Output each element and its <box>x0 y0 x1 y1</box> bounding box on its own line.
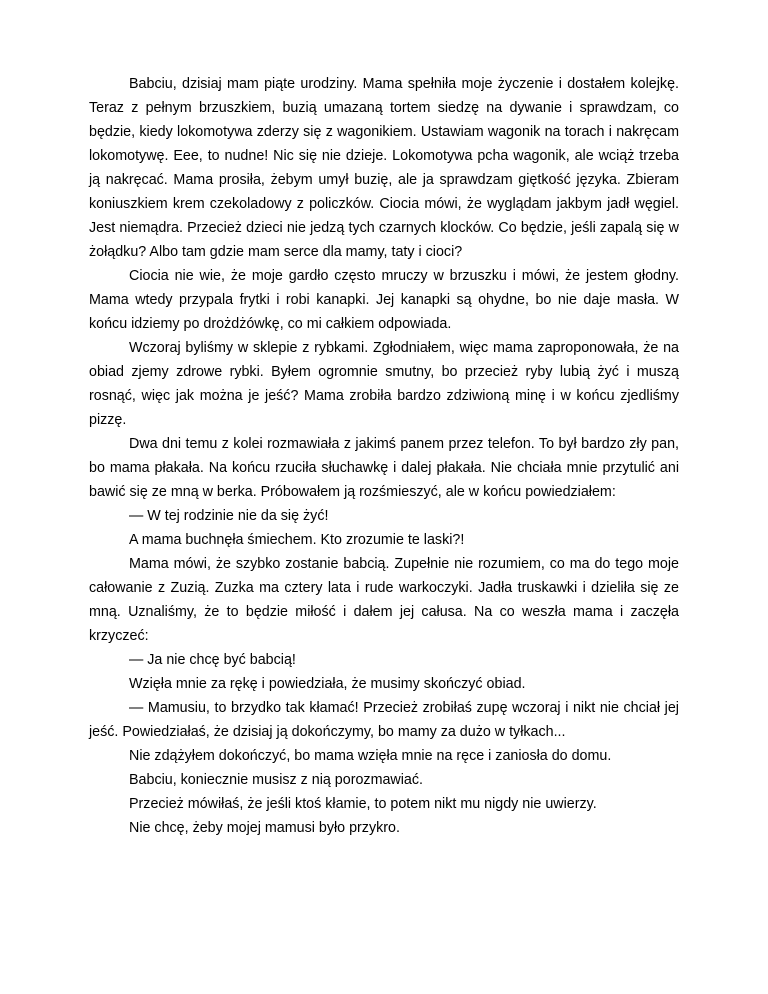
dialogue-line-3: — Mamusiu, to brzydko tak kłamać! Przecież zrobiłaś zupę wczoraj i nikt nie chciał jej jeść. Powiedziałaś, że dzisiaj ją dokończymy, bo mamy za dużo w tyłkach... <box>89 700 679 740</box>
paragraph-5: A mama buchnęła śmiechem. Kto zrozumie te laski?! <box>129 532 465 548</box>
paragraph-11: Nie chcę, żeby mojej mamusi było przykro. <box>129 820 400 836</box>
dialogue-line-1: — W tej rodzinie nie da się żyć! <box>129 508 329 524</box>
paragraph-3: Wczoraj byliśmy w sklepie z rybkami. Zgłodniałem, więc mama zaproponowała, że na obiad zjemy zdrowe rybki. Byłem ogromnie smutny, bo przecież ryby lubią żyć i muszą rosnąć, więc jak można je jeść? Mama zrobiła bardzo zdziwioną minę i w końcu zjedliśmy pizzę. <box>89 340 679 428</box>
paragraph-1: Babciu, dzisiaj mam piąte urodziny. Mama spełniła moje życzenie i dostałem kolejkę. Teraz z pełnym brzuszkiem, buzią umazaną tortem siedzę na dywanie i sprawdzam, co będzie, kiedy lokomotywa zderzy się z wagonikiem. Ustawiam wagonik na torach i nakręcam lokomotywę. Eee, to nudne! Nic się nie dzieje. Lokomotywa pcha wagonik, ale wciąż trzeba ją nakręcać. Mama prosiła, żebym umył buzię, ale ja sprawdzam giętkość języka. Zbieram koniuszkiem krem czekoladowy z policzków. Ciocia mówi, że wyglądam jakbym jadł węgiel. Jest niemądra. Przecież dzieci nie jedzą tych czarnych klocków. Co będzie, jeśli zapalą się w żołądku? Albo tam gdzie mam serce dla mamy, taty i cioci? <box>89 76 679 260</box>
paragraph-7: Wzięła mnie za rękę i powiedziała, że musimy skończyć obiad. <box>129 676 526 692</box>
paragraph-4: Dwa dni temu z kolei rozmawiała z jakimś panem przez telefon. To był bardzo zły pan, bo mama płakała. Na końcu rzuciła słuchawkę i dalej płakała. Nie chciała mnie przytulić ani bawić się ze mną w berka. Próbowałem ją rozśmieszyć, ale w końcu powiedziałem: <box>89 436 679 500</box>
paragraph-6: Mama mówi, że szybko zostanie babcią. Zupełnie nie rozumiem, co ma do tego moje całowanie z Zuzią. Zuzka ma cztery lata i rude warkoczyki. Jadła truskawki i dzieliła się ze mną. Uznaliśmy, że to będzie miłość i dałem jej całusa. Na co weszła mama i zaczęła krzyczeć: <box>89 556 679 644</box>
document-page <box>89 72 679 840</box>
paragraph-10: Przecież mówiłaś, że jeśli ktoś kłamie, to potem nikt mu nigdy nie uwierzy. <box>129 796 597 812</box>
paragraph-8: Nie zdążyłem dokończyć, bo mama wzięła mnie na ręce i zaniosła do domu. <box>129 748 612 764</box>
paragraph-2: Ciocia nie wie, że moje gardło często mruczy w brzuszku i mówi, że jestem głodny. Mama wtedy przypala frytki i robi kanapki. Jej kanapki są ohydne, bo nie daje masła. W końcu idziemy po drożdżówkę, co mi całkiem odpowiada. <box>89 268 679 332</box>
paragraph-9: Babciu, koniecznie musisz z nią porozmawiać. <box>129 772 424 788</box>
dialogue-line-2: — Ja nie chcę być babcią! <box>129 652 296 668</box>
